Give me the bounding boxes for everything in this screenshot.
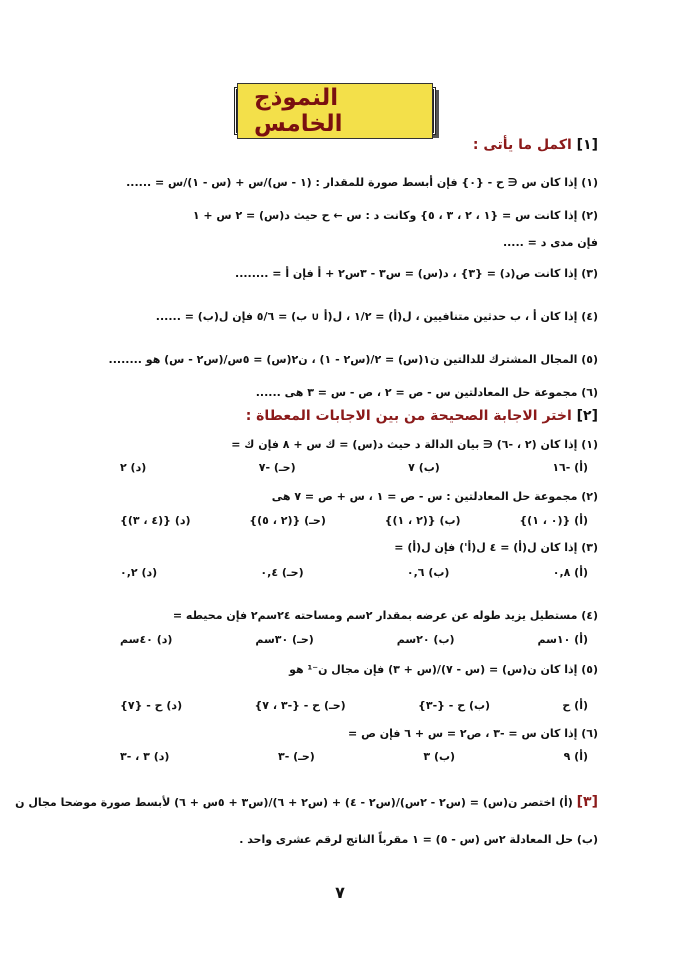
q1-item-2-continuation: فإن مدى د = .....	[502, 236, 598, 249]
option: (حـ) -٣	[277, 750, 315, 763]
section-1-number: [١]	[576, 137, 598, 153]
option: (حـ) -٧	[258, 461, 296, 474]
option: (أ) ٠,٨	[552, 566, 588, 579]
option: (د) ٤٠سم	[120, 633, 173, 646]
q1-item-4: (٤) إذا كان أ ، ب حدثين متنافيين ، ل(أ) = ١/٢ ، ل(أ ∪ ب) = ٥/٦ فإن ل(ب) = ......	[155, 310, 598, 323]
option: (حـ) ح - {-٣ ، ٧}	[254, 699, 346, 712]
option: (د) ح - {٧}	[120, 699, 183, 712]
q2-item-4: (٤) مستطيل يزيد طوله عن عرضه بمقدار ٢سم ومساحته ٢٤سم٢ فإن محيطه =	[172, 609, 598, 622]
section-2-label: اختر الاجابة الصحيحة من بين الاجابات المعطاة :	[245, 408, 572, 424]
option: (د) {(٤ ، ٣)}	[120, 514, 191, 527]
option: (ب) ٧	[408, 461, 440, 474]
option: (د) ٣ ، -٣	[120, 750, 170, 763]
q2-item-2-options	[120, 514, 588, 527]
q2-item-5-options	[120, 699, 588, 712]
option: (ب) ٣	[423, 750, 456, 763]
option: (ب) ٢٠سم	[396, 633, 455, 646]
q2-item-1-options	[120, 461, 588, 474]
option: (أ) ١٠سم	[537, 633, 588, 646]
section-1-heading	[200, 137, 598, 153]
q2-item-2: (٢) مجموعة حل المعادلتين : س - ص = ١ ، س + ص = ٧ هى	[271, 490, 598, 503]
option: (ب) ح - {-٣}	[418, 699, 491, 712]
q1-item-6: (٦) مجموعة حل المعادلتين س - ص = ٢ ، ص - س = ٣ هى ......	[255, 386, 598, 399]
q2-item-6-options	[120, 750, 588, 763]
section-3-number: [٣]	[576, 794, 598, 810]
q2-item-4-options	[120, 633, 588, 646]
section-2-number: [٢]	[576, 408, 598, 424]
q2-item-1: (١) إذا كان (٢ ، -٦) ∈ بيان الدالة د حيث د(س) = ك س + ٨ فإن ك =	[231, 438, 598, 451]
option: (حـ) ٣٠سم	[255, 633, 314, 646]
option: (أ) ٩	[563, 750, 588, 763]
q3-part-a	[15, 794, 598, 810]
q2-item-6: (٦) إذا كان س = -٣ ، ص٢ = س + ٦ فإن ص =	[348, 727, 598, 740]
q2-item-3: (٣) إذا كان ل(أ) = ٤ ل(أ') فإن ل(أ) =	[394, 541, 598, 554]
option: (ب) ٠,٦	[406, 566, 450, 579]
option: (أ) ح	[562, 699, 588, 712]
option: (ب) {(٢ ، ١)}	[384, 514, 461, 527]
option: (د) ٠,٢	[120, 566, 158, 579]
option: (د) ٢	[120, 461, 147, 474]
section-1-label: اكمل ما يأتى :	[472, 137, 572, 153]
q3-part-b: (ب) حل المعادلة ٢س (س - ٥) = ١ مقرباً الناتج لرقم عشرى واحد .	[239, 833, 598, 846]
option: (حـ) {(٢ ، ٥)}	[249, 514, 326, 527]
q1-item-2: (٢) إذا كانت س = {١ ، ٢ ، ٣ ، ٥} وكانت د : س ← ح حيث د(س) = ٢ س + ١	[192, 209, 598, 222]
q1-item-5: (٥) المجال المشترك للدالتين ن١(س) = ٢/(س٢ - ١) ، ن٢(س) = ٥س/(س٢ - س) هو ........	[108, 353, 598, 366]
q1-item-3: (٣) إذا كانت ص(د) = {٣} ، د(س) = س٣ - ٣س٢ + أ فإن أ = ........	[235, 267, 598, 280]
section-2-heading	[200, 408, 598, 424]
q2-item-3-options	[120, 566, 588, 579]
page-title: النموذج الخامس	[237, 83, 433, 139]
q3-part-a-text: (أ) اختصر ن(س) = (س٢ - ٢س)/(س٢ - ٤) + (س٢ + ٦)/(س٣ + ٥س + ٦) لأبسط صورة موضحا مجال ن	[15, 796, 573, 809]
q1-item-1: (١) إذا كان س ∈ ح - {٠} فإن أبسط صورة للمقدار : (١ - س)/س + (س - ١)/س = ......	[126, 176, 598, 189]
page-number: ٧	[335, 883, 345, 902]
option: (أ) -١٦	[552, 461, 588, 474]
option: (حـ) ٠,٤	[260, 566, 304, 579]
q2-item-5: (٥) إذا كان ن(س) = (س - ٧)/(س + ٣) فإن مجال ن⁻¹ هو	[289, 663, 598, 676]
option: (أ) {(٠ ، ١)}	[519, 514, 588, 527]
title-frame	[234, 87, 436, 135]
